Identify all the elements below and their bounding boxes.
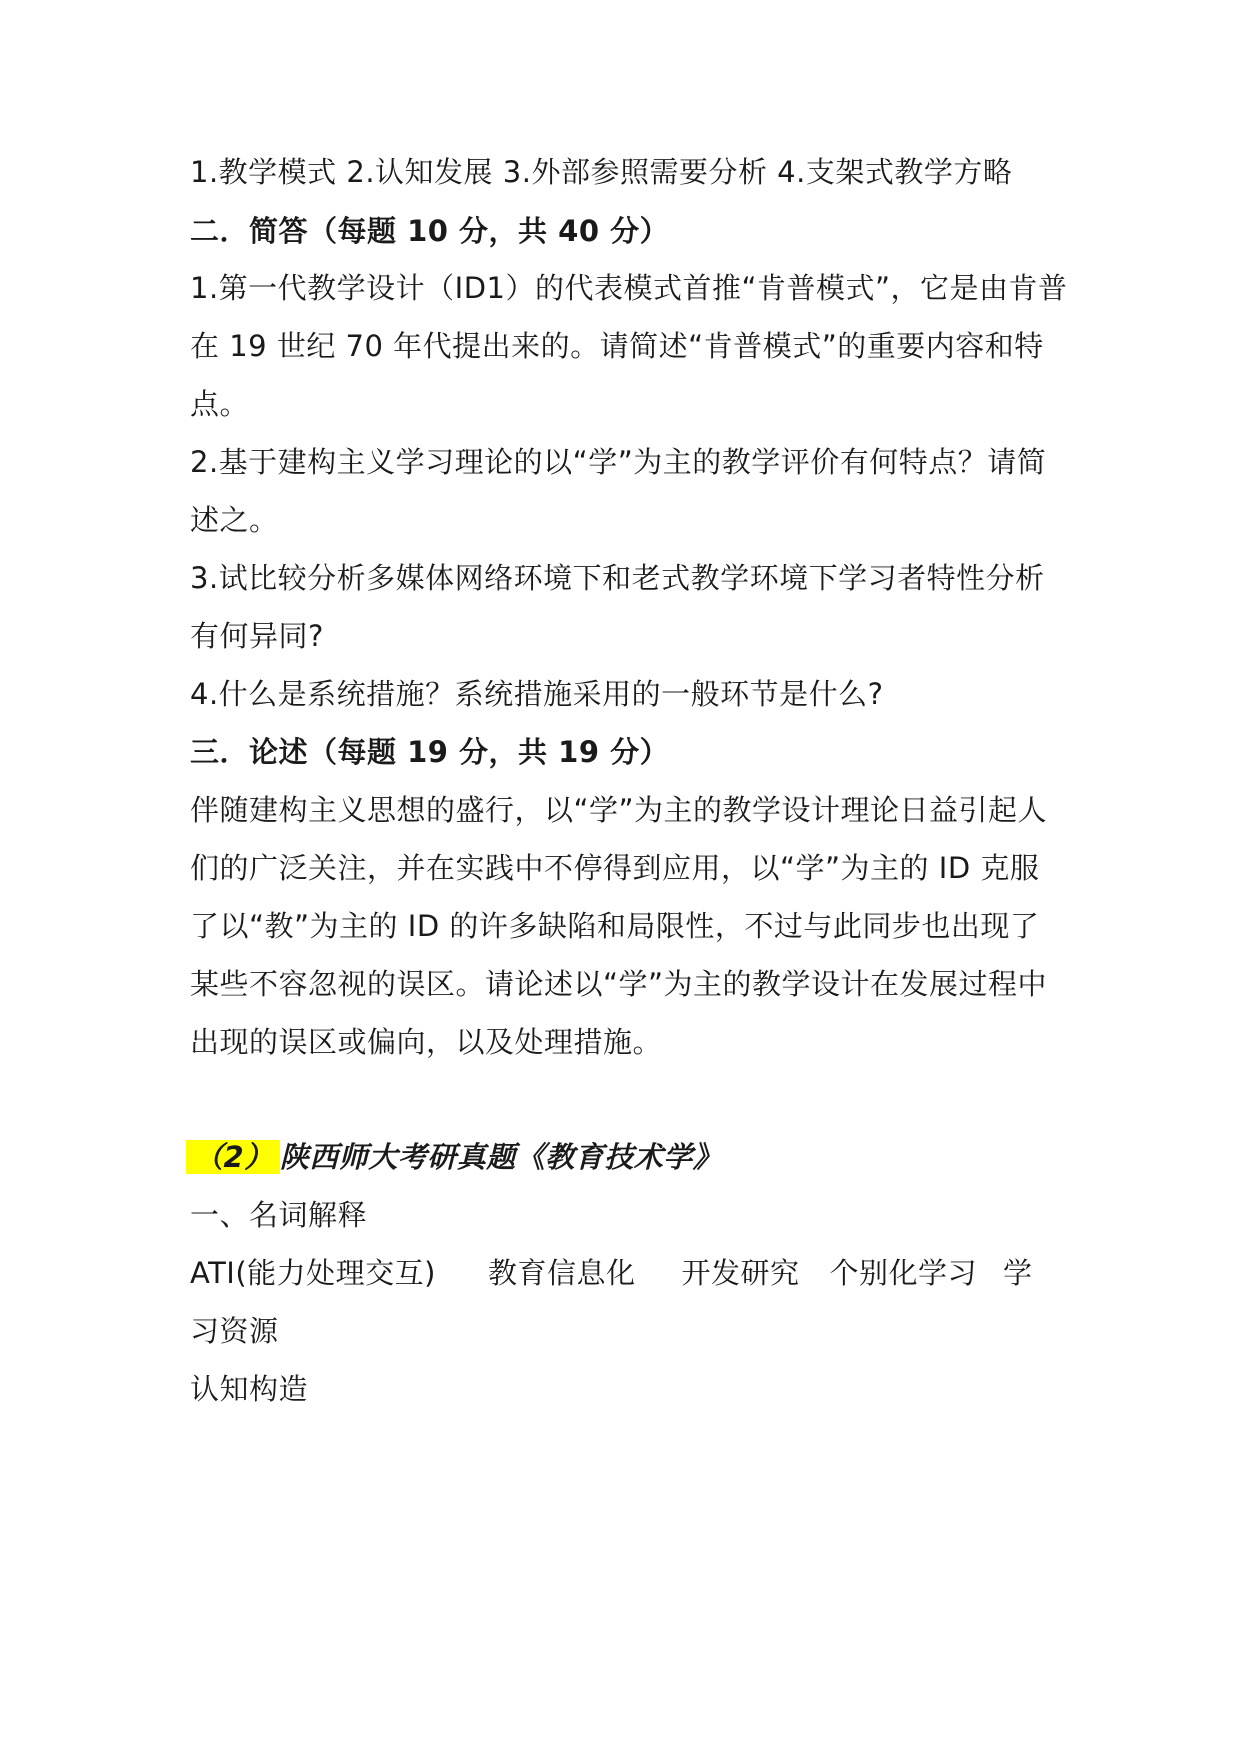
essay-line-1: 伴随建构主义思想的盛行，以“学”为主的教学设计理论日益引起人	[190, 793, 1048, 827]
terms-line: 1.教学模式 2.认知发展 3.外部参照需要分析 4.支架式教学方略	[190, 155, 1013, 189]
exam2-number: （2）	[186, 1140, 280, 1174]
terms-row	[190, 1253, 1033, 1293]
term-individualized-learning: 个别化学习	[829, 1256, 978, 1290]
q3-line-1: 3.试比较分析多媒体网络环境下和老式教学环境下学习者特性分析	[190, 561, 1045, 595]
q1-line-2: 在 19 世纪 70 年代提出来的。请简述“肯普模式”的重要内容和特	[190, 329, 1044, 363]
essay-line-5: 出现的误区或偏向，以及处理措施。	[190, 1025, 663, 1059]
section3-heading: 三．论述（每题 19 分，共 19 分）	[190, 735, 670, 769]
q2-line-2: 述之。	[190, 503, 279, 537]
q2-line-1: 2.基于建构主义学习理论的以“学”为主的教学评价有何特点？请简	[190, 445, 1047, 479]
term-learning-resources-start: 学	[1003, 1256, 1033, 1290]
q1-line-3: 点。	[190, 387, 250, 421]
part1-heading: 一、名词解释	[190, 1198, 368, 1232]
term-ati: ATI(能力处理交互)	[190, 1256, 436, 1290]
term-education-informatization: 教育信息化	[487, 1256, 636, 1290]
q3-line-2: 有何异同?	[190, 619, 324, 653]
essay-line-2: 们的广泛关注，并在实践中不停得到应用，以“学”为主的 ID 克服	[190, 851, 1040, 885]
exam2-title-text: 陕西师大考研真题《教育技术学》	[279, 1140, 723, 1174]
section2-heading: 二．简答（每题 10 分，共 40 分）	[190, 214, 670, 248]
exam2-title	[190, 1137, 722, 1177]
essay-line-4: 某些不容忽视的误区。请论述以“学”为主的教学设计在发展过程中	[190, 967, 1048, 1001]
term-cognitive-structure: 认知构造	[190, 1372, 309, 1406]
q1-line-1: 1.第一代教学设计（ID1）的代表模式首推“肯普模式”，它是由肯普	[190, 271, 1068, 305]
essay-line-3: 了以“教”为主的 ID 的许多缺陷和局限性，不过与此同步也出现了	[190, 909, 1040, 943]
q4-line-1: 4.什么是系统措施？系统措施采用的一般环节是什么?	[190, 677, 884, 711]
terms-row-cont: 习资源	[190, 1314, 279, 1348]
term-development-research: 开发研究	[681, 1256, 800, 1290]
